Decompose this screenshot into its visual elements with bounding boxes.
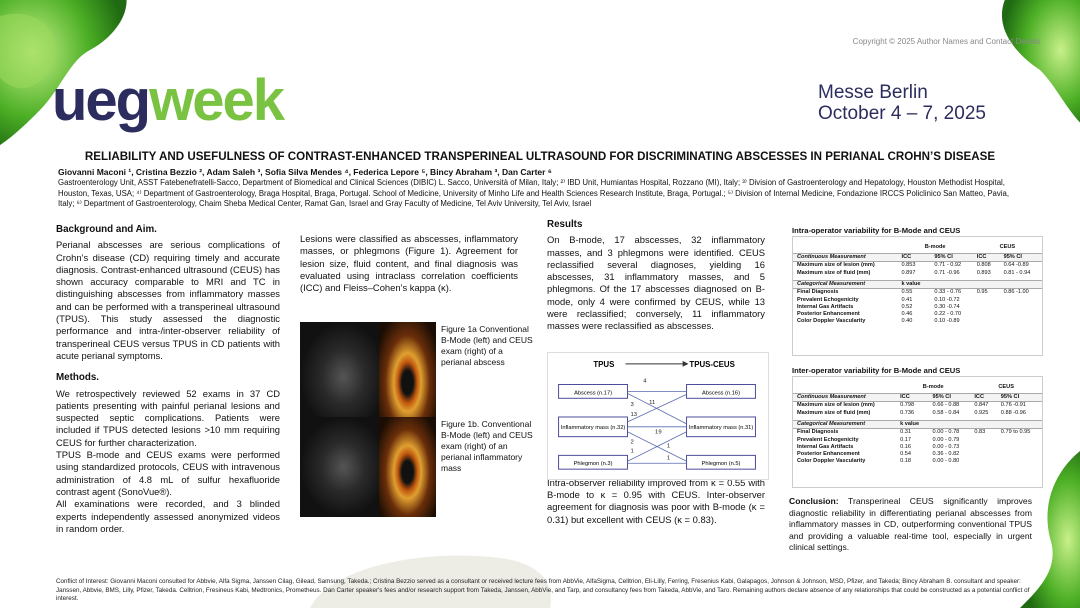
table-row: Final Diagnosis 0.55 0.33 - 0.76 0.95 0.86 -1.00 bbox=[797, 289, 1029, 296]
copyright-notice: Copyright © 2025 Author Names and Contact Details bbox=[852, 37, 1040, 46]
background-text: Perianal abscesses are serious complications of Crohn’s disease (CD) requiring timely and accurate diagnosis. Contrast-enhanced ultrasound (CEUS) has shown accuracy comparable to MRI and TC in distinguishing abscesses from inflammatory masses and can be performed with a transperineal ultrasound (TPUS). This study assessed the diagnostic performance and intra-/inter-observer reliability of transperineal CEUS versus TPUS in CD patients with acute perianal symptoms. bbox=[56, 239, 280, 361]
table-row: Maximum size of lesion (mm) 0.798 0.66 - 0.88 0.847 0.76 -0.91 bbox=[797, 402, 1026, 409]
table-row: Posterior Enhancement 0.54 0.36 - 0.82 bbox=[797, 451, 960, 457]
methods-heading: Methods. bbox=[56, 372, 99, 384]
affiliations: Gastroenterology Unit, ASST Fatebenefratelli-Sacco, Department of Biomedical and Clinical Sciences (DIBIC) L. Sacco, Università of Milan, Italy; ²⁾ IBD Unit, Humiantas Hospital, Rozzano (MI), Italy; ³⁾ Division of Gastroenterology and Hepatology, Houston Methodist Hospital, Houston, Texas, USA; ⁴⁾ Department of Gastroenterology, Braga Hospital, Braga, Portugal. School of Medicine, University of Minho Life and Health Sciences Research Institute, Braga, Portugal.; ⁵⁾ Division of Internal Medicine, Fondazione IRCCS Policlinico San Matteo, Pavia, Italy; ⁶⁾ Department of Gastroenterology, Chaim Sheba Medical Center, Ramat Gan, Israel and Gray Faculty of Medicine, Tel Aviv University, Tel Aviv, Israel bbox=[58, 178, 1009, 209]
figure-1b-caption: Figure 1b. Conventional B-Mode (left) and CEUS exam (right) of an perianal inflammatory mass bbox=[441, 419, 533, 473]
table-row: Internal Gas Artifacts 0.16 0.00 - 0.73 bbox=[797, 443, 960, 450]
event-city: Messe Berlin bbox=[818, 82, 928, 103]
flow-label: 2 bbox=[630, 439, 634, 446]
methods-paragraph-1: We retrospectively reviewed 52 exams in 37 CD patients presenting with painful perianal lesions and suspected septic complications. Patients were included if TPUS detected lesions >10 mm requiring CEUS for further characterization. bbox=[56, 387, 280, 448]
table-row: Maximum size of fluid (mm) 0.897 0.71 -0.96 0.893 0.81 - 0.94 bbox=[797, 269, 1031, 276]
conflict-of-interest: Conflict of Interest: Giovanni Maconi consulted for Abbvie, Alfa Sigma, Janssen Cilag, Gilead, Samsung, Takeda.; Cristina Bezzio served as a consultant or received lecture fees from AbbVie, AlfaSigma, Celltrion, Eli-Lilly, Ferring, Fresenius Kabi, Galapagos, Johnson & Johnson, MSD, Pfizer, and Takeda; Bincy Abraham B. consultant and speaker: Janssen, Abbvie, BMS, Lilly, Pfizer, Takeda. Celltrion, Fresineus Kabi, Medtronics, Prometheus. Dan Carter speaker's fees and/or research support from Takeda, Janssen, AbbVie, and Tarp, and consultancy fees from Takeda, AbbVie, and Taro. Remaining authors declare absence of any relationships that could be constructed as a potential conflict of interest. bbox=[56, 578, 1030, 603]
figure-1a-ultrasound-image bbox=[300, 322, 436, 432]
flow-label: 3 bbox=[630, 402, 634, 409]
methods-paragraph-3: All examinations were recorded, and 3 blinded experts independently assessed anonymized videos in random order. bbox=[56, 498, 280, 534]
diagram-right-node-inflammatory: Inflammatory mass (n.31) bbox=[688, 424, 754, 431]
flow-label: 1 bbox=[630, 448, 634, 455]
flow-label: 11 bbox=[649, 400, 656, 407]
table-row: Final Diagnosis 0.31 0.00 - 0.78 0.83 0.79 to 0.95 bbox=[797, 429, 1031, 436]
table-row: Color Doppler Vascularity 0.18 0.00 - 0.80 bbox=[797, 458, 960, 465]
table-row: Posterior Enhancement 0.46 0.22 - 0.70 bbox=[797, 311, 962, 317]
flow-label: 4 bbox=[643, 378, 647, 385]
intra-operator-table-title: Intra-operator variability for B-Mode and CEUS bbox=[792, 226, 961, 235]
table-row: Maximum size of fluid (mm) 0.736 0.58 - 0.84 0.925 0.88 -0.96 bbox=[797, 409, 1026, 416]
table-row: Color Doppler Vascularity 0.40 0.10 -0.89 bbox=[797, 318, 960, 325]
reclassification-flow-diagram bbox=[547, 352, 769, 480]
diagram-right-title: TPUS-CEUS bbox=[689, 359, 735, 369]
table-row: Maximum size of lesion (mm) 0.853 0.71 - 0.92 0.808 0.64 -0.89 bbox=[797, 262, 1029, 269]
flow-label: 1 bbox=[666, 455, 671, 462]
column-background-methods bbox=[56, 224, 280, 535]
conclusion-block bbox=[789, 496, 1032, 554]
diagram-left-node-phlegmon: Phlegmon (n.3) bbox=[573, 461, 613, 468]
conclusion-text: Transperineal CEUS significantly improves diagnostic reliability in differentiating perianal abscesses from inflammatory masses in CD, outperforming conventional TPUS and providing a valuable real-time tool, especially in urgent clinical settings. bbox=[789, 496, 1032, 553]
diagram-left-title: TPUS bbox=[593, 359, 615, 369]
inter-operator-table: B-mode CEUS Continuous Measurement ICC 95% CI ICC 95% CI Maximum size of lesion (mm) 0.798 0.66 - 0.88 0.847 0.76 -0.91 Maximum size of fluid (mm) 0.736 0.58 - 0.84 0.925 0.88 -0.96 Categorical Measurement k value Final Diagnosis 0.31 0.00 - 0.78 0.83 0.79 to 0.95 Prevalent Echogenicity 0.17 0.00 - 0.79 Internal Gas Artifacts 0.16 0.00 - 0.73 Posterior Enhancement 0.54 0.36 - 0.82 Color Doppler Vascularity 0.18 0.00 - 0.80 bbox=[792, 376, 1043, 488]
conclusion-heading: Conclusion: bbox=[789, 496, 839, 506]
table-row: Prevalent Echogenicity 0.17 0.00 - 0.79 bbox=[797, 436, 960, 443]
table-row: Prevalent Echogenicity 0.41 0.10 -0.72 bbox=[797, 296, 960, 303]
flow-label: 13 bbox=[630, 412, 637, 418]
background-heading: Background and Aim. bbox=[56, 224, 157, 235]
table-row: Internal Gas Artifacts 0.52 0.30 -0.74 bbox=[797, 303, 960, 310]
methods-paragraph-2: TPUS B-mode and CEUS exams were performed using standardized protocols, CEUS with intravenous administration of 4.8 mL of sulfur hexafluoride contrast agent (SonoVue®). bbox=[56, 449, 280, 497]
flow-label: 1 bbox=[666, 443, 671, 450]
author-list: Giovanni Maconi ¹, Cristina Bezzio ², Adam Saleh ³, Sofia Silva Mendes ⁴, Federica Lepore ⁵, Bincy Abraham ³, Dan Carter ⁶ bbox=[58, 167, 552, 177]
event-dates: October 4 – 7, 2025 bbox=[818, 103, 986, 124]
results-paragraph-1: On B-mode, 17 abscesses, 32 inflammatory masses, and 3 phlegmons were identified. CEUS reclassified several diagnoses, yielding 16 abscesses, 31 inflammatory masses, and 5 phlegmons. Of the 17 abscesses diagnosed on B-mode, only 4 were confirmed by CEUS, while 13 were reclassified; conversely, 11 inflammatory masses were reclassified as abscesses. bbox=[547, 234, 765, 332]
results-paragraph-2: Intra-observer reliability improved from κ = 0.55 with B-mode to κ = 0.95 with CEUS. Inter-observer agreement for diagnosis was poor with B-mode (κ = 0.31) but excellent with CEUS (κ = 0.83). bbox=[547, 476, 765, 525]
poster-title: RELIABILITY AND USEFULNESS OF CONTRAST-ENHANCED TRANSPERINEAL ULTRASOUND FOR DISCRIMINATING ABSCESSES IN PERIANAL CROHN’S DISEASE bbox=[84, 150, 996, 163]
column-methods-continued bbox=[300, 233, 518, 294]
figure-1b-ultrasound-image bbox=[300, 417, 436, 517]
flow-label: 19 bbox=[655, 429, 662, 436]
intra-operator-table: B-mode CEUS Continuous Measurement ICC 95% CI ICC 95% CI Maximum size of lesion (mm) 0.853 0.71 - 0.92 0.808 0.64 -0.89 Maximum size of fluid (mm) 0.897 0.71 -0.96 0.893 0.81 - 0.94 Categorical Measurement k value Final Diagnosis 0.55 0.33 - 0.76 0.95 0.86 -1.00 Prevalent Echogenicity 0.41 0.10 -0.72 Internal Gas Artifacts 0.52 0.30 -0.74 Posterior Enhancement 0.46 0.22 - 0.70 Color Doppler Vascularity 0.40 0.10 -0.89 bbox=[792, 236, 1043, 356]
event-info bbox=[818, 82, 986, 124]
diagram-left-node-inflammatory: Inflammatory mass (n.32) bbox=[560, 424, 626, 431]
diagram-right-node-abscess: Abscess (n.16) bbox=[702, 390, 740, 397]
diagram-left-node-abscess: Abscess (n.17) bbox=[574, 390, 612, 397]
diagram-right-node-phlegmon: Phlegmon (n.5) bbox=[701, 461, 741, 468]
figure-1a-caption: Figure 1a Conventional B-Mode (left) and CEUS exam (right) of a perianal abscess bbox=[441, 324, 533, 367]
decorative-green-swirl-top-right bbox=[970, 0, 1080, 150]
ueg-week-logo: uegweek bbox=[52, 68, 284, 133]
inter-operator-table-title: Inter-operator variability for B-Mode and CEUS bbox=[792, 366, 961, 375]
results-heading: Results bbox=[547, 219, 583, 230]
methods-paragraph-4: Lesions were classified as abscesses, inflammatory masses, or phlegmons (Figure 1). Agreement for lesion size, fluid content, and final diagnosis was evaluated using intraclass correlation coefficients (ICC) and Fleiss–Cohen’s kappa (κ). bbox=[300, 233, 518, 294]
